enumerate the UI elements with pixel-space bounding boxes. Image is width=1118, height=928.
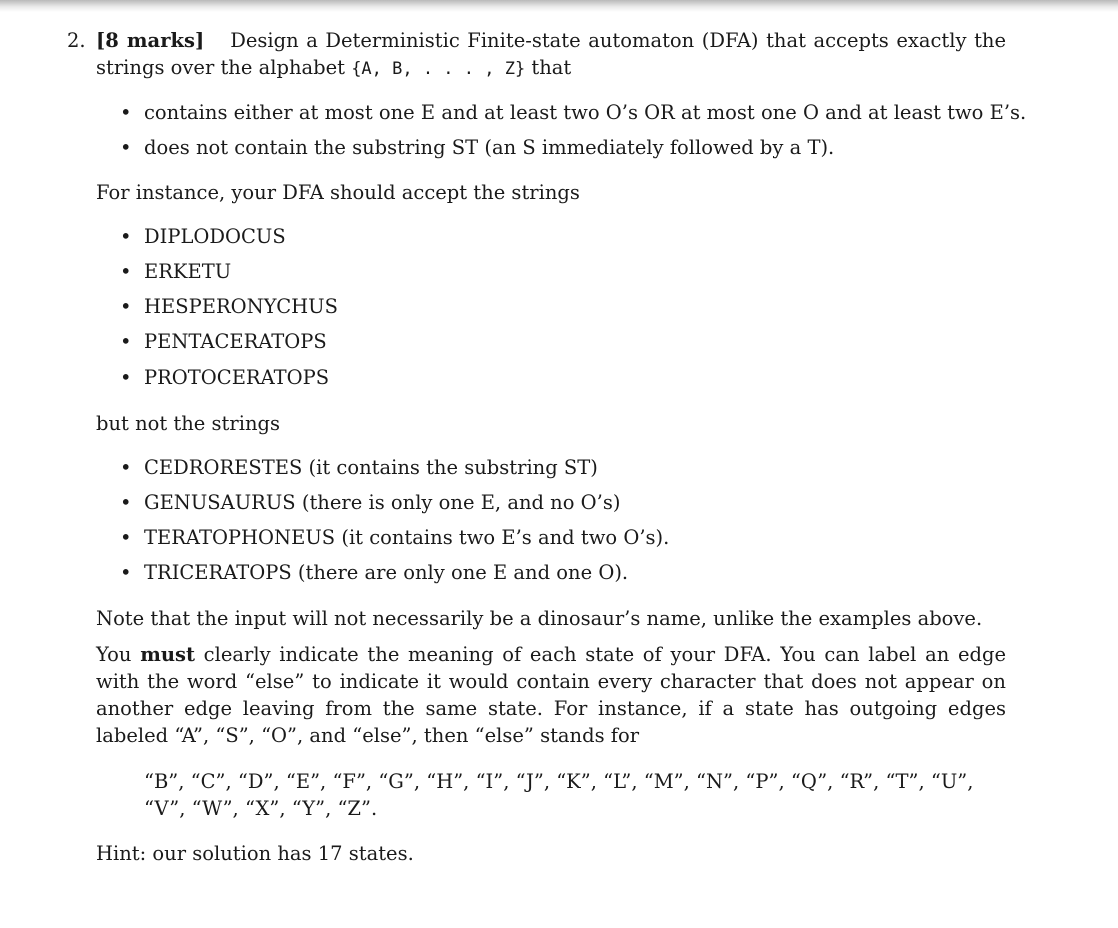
must-paragraph	[96, 641, 1006, 749]
bullet-icon: •	[120, 330, 132, 353]
rejected-item	[120, 454, 598, 481]
bullet-icon: •	[120, 101, 132, 124]
accepted-text: DIPLODOCUS	[144, 225, 286, 248]
bullet-icon: •	[120, 225, 132, 248]
accepted-text: ERKETU	[144, 260, 232, 283]
condition-item	[120, 99, 1026, 126]
accepted-text: HESPERONYCHUS	[144, 295, 338, 318]
accepted-item	[120, 364, 329, 391]
question-intro-pre: Design a Deterministic Finite-state automaton (DFA) that accepts exactly the strings over the alphabet	[96, 29, 1006, 79]
note-paragraph: Note that the input will not necessarily be a dinosaur’s name, unlike the examples above.	[96, 607, 983, 630]
bullet-icon: •	[120, 491, 132, 514]
condition-text: does not contain the substring ST (an S immediately followed by a T).	[144, 136, 835, 159]
bullet-icon: •	[120, 456, 132, 479]
accepted-text: PENTACERATOPS	[144, 330, 327, 353]
bullet-icon: •	[120, 136, 132, 159]
must-pre: You	[96, 643, 141, 666]
condition-item	[120, 134, 834, 161]
rejected-item	[120, 559, 628, 586]
accepted-item	[120, 328, 327, 355]
bullet-icon: •	[120, 260, 132, 283]
question-marks: [8 marks]	[96, 29, 205, 52]
rejected-item	[120, 524, 669, 551]
must-post: clearly indicate the meaning of each state of your DFA. You can label an edge with the word “else” to indicate it would contain every character that does not appear on another edge leaving from the same state. For instance, if a state has outgoing edges labeled “A”, “S”, “O”, and “else”, then “else” stands for	[96, 643, 1006, 747]
rejected-text: CEDRORESTES (it contains the substring ST)	[144, 456, 598, 479]
question-number: 2.	[67, 29, 86, 52]
question-heading	[96, 27, 1006, 83]
accepted-item	[120, 293, 338, 320]
rejected-text: TERATOPHONEUS (it contains two E’s and two O’s).	[144, 526, 670, 549]
alphabet-set: {A, B, . . . , Z}	[351, 59, 526, 79]
else-character-list: “B”, “C”, “D”, “E”, “F”, “G”, “H”, “I”, “J”, “K”, “L”, “M”, “N”, “P”, “Q”, “R”, “T”, “U”, “V”, “W”, “X”, “Y”, “Z”.	[144, 770, 974, 820]
must-bold: must	[140, 643, 195, 666]
accepted-text: PROTOCERATOPS	[144, 366, 330, 389]
accepted-item	[120, 258, 231, 285]
bullet-icon: •	[120, 295, 132, 318]
condition-text: contains either at most one E and at least two O’s OR at most one O and at least two E’s.	[144, 101, 1027, 124]
bullet-icon: •	[120, 526, 132, 549]
bullet-icon: •	[120, 366, 132, 389]
accept-intro: For instance, your DFA should accept the strings	[96, 181, 580, 204]
rejected-text: TRICERATOPS (there are only one E and one O).	[144, 561, 629, 584]
hint-text: Hint: our solution has 17 states.	[96, 842, 414, 865]
rejected-item	[120, 489, 620, 516]
rejected-text: GENUSAURUS (there is only one E, and no O’s)	[144, 491, 621, 514]
question-intro-post: that	[525, 56, 572, 79]
accepted-item	[120, 223, 286, 250]
bullet-icon: •	[120, 561, 132, 584]
reject-intro: but not the strings	[96, 412, 280, 435]
